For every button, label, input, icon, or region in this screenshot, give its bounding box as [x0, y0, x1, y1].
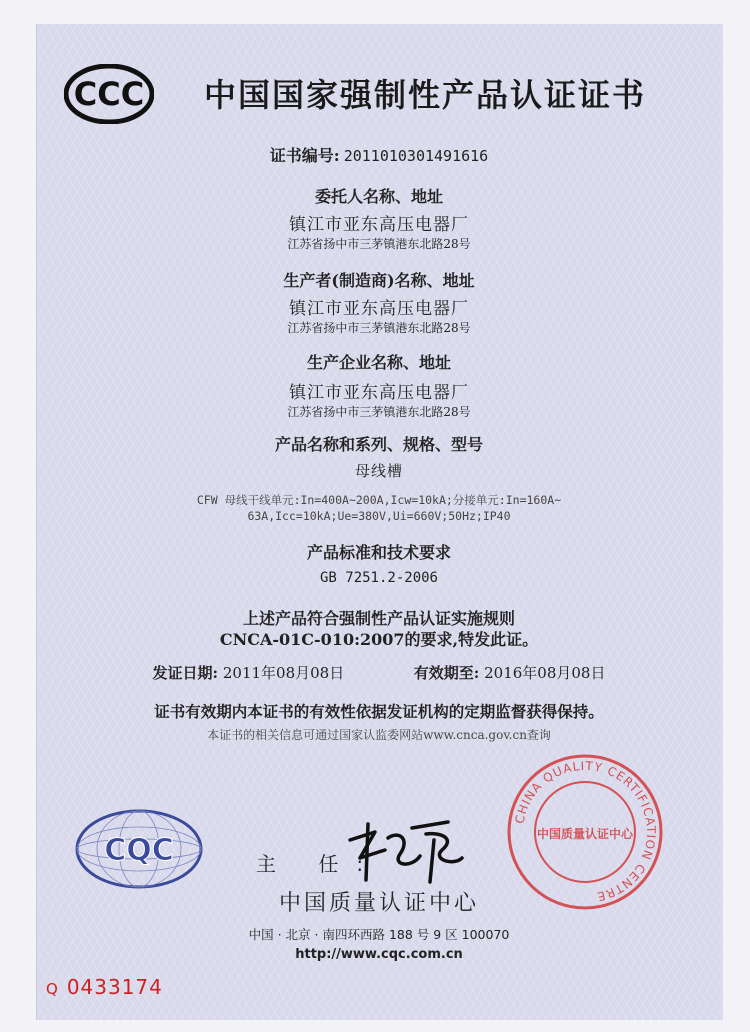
factory-name: 镇江市亚东高压电器厂: [289, 383, 469, 403]
issuer-name: 中国质量认证中心: [278, 891, 479, 916]
director-label: 主 任:: [256, 852, 382, 876]
conformity-line-2: CNCA-01C-010:2007的要求,特发此证。: [219, 630, 539, 649]
serial-prefix: Q: [46, 980, 59, 998]
issue-date-label: 发证日期:: [152, 664, 219, 682]
inquiry-note: 本证书的相关信息可通过国家认监委网站www.cnca.gov.cn查询: [207, 728, 551, 742]
certificate-title: 中国国家强制性产品认证证书: [203, 76, 646, 114]
dates-row: [36, 662, 722, 683]
product-spec-line-2: 63A,Icc=10kA;Ue=380V,Ui=660V;50Hz;IP40: [247, 509, 511, 523]
director-signature: [330, 810, 470, 890]
standard-heading: 产品标准和技术要求: [306, 543, 451, 562]
product-heading: 产品名称和系列、规格、型号: [274, 435, 483, 454]
svg-text:CHINA QUALITY CERTIFICATION CE: CHINA QUALITY CERTIFICATION CENTRE: [512, 758, 659, 904]
svg-text:CCC: CCC: [73, 75, 145, 113]
conformity-line-1: 上述产品符合强制性产品认证实施规则: [242, 609, 515, 628]
factory-address: 江苏省扬中市三茅镇港东北路28号: [287, 405, 471, 419]
issuer-address: 中国 · 北京 · 南四环西路 188 号 9 区 100070: [248, 927, 510, 942]
svg-text:中国质量认证中心: 中国质量认证中心: [536, 827, 634, 841]
applicant-name: 镇江市亚东高压电器厂: [289, 215, 469, 235]
official-seal: [505, 752, 665, 912]
issuer-website: http://www.cqc.com.cn: [295, 947, 463, 962]
validity-statement: 证书有效期内本证书的有效性依据发证机构的定期监督获得保持。: [154, 702, 604, 721]
certificate-number: 2011010301491616: [343, 147, 489, 165]
expiry-date: 2016年08月08日: [484, 664, 606, 682]
issue-date: 2011年08月08日: [222, 664, 345, 682]
serial-number: [46, 975, 163, 999]
svg-text:CQC: CQC: [104, 833, 174, 868]
product-spec-line-1: CFW 母线干线单元:In=400A~200A,Icw=10kA;分接单元:In=160A~: [196, 493, 562, 507]
certificate-number-label: 证书编号:: [269, 146, 340, 165]
applicant-address: 江苏省扬中市三茅镇港东北路28号: [287, 237, 471, 251]
factory-heading: 生产企业名称、地址: [306, 353, 451, 372]
manufacturer-name: 镇江市亚东高压电器厂: [289, 299, 469, 319]
serial-value: 0433174: [66, 975, 163, 999]
manufacturer-heading: 生产者(制造商)名称、地址: [283, 271, 475, 290]
standard-value: GB 7251.2-2006: [319, 570, 438, 586]
product-name: 母线槽: [354, 462, 403, 480]
applicant-heading: 委托人名称、地址: [314, 187, 443, 206]
manufacturer-address: 江苏省扬中市三茅镇港东北路28号: [287, 321, 471, 335]
ccc-logo: [64, 64, 154, 124]
certificate-number-row: [36, 143, 722, 166]
cqc-logo: [74, 808, 204, 890]
expiry-date-label: 有效期至:: [413, 664, 480, 682]
